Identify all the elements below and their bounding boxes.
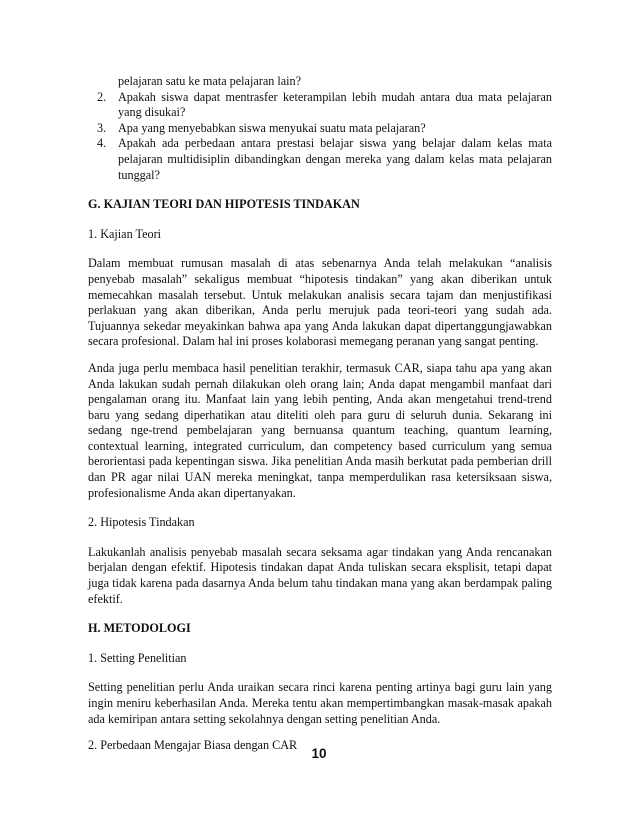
section-heading-g: G. KAJIAN TEORI DAN HIPOTESIS TINDAKAN [88, 197, 360, 212]
paragraph: Setting penelitian perlu Anda uraikan secara rinci karena penting artinya bagi guru lain yang ingin meniru keberhasilan Anda. Mereka tentu akan mempertimbangkan masak-masak apakah ada kemiripan antara setting sekolahnya dengan setting penelitian Anda. [88, 680, 552, 726]
subsection-title-setting: 1. Setting Penelitian [88, 650, 187, 665]
paragraph: Lakukanlah analisis penyebab masalah secara seksama agar tindakan yang Anda rencanakan berjalan dengan efektif. Hipotesis tindakan dapat Anda tuliskan secara eksplisit, tetapi dapat juga tidak karena pada dasarnya Anda belum tahu tindakan mana yang akan berdampak paling efektif. [88, 544, 552, 606]
section-heading-h: H. METODOLOGI [88, 621, 191, 636]
page-number: 10 [311, 746, 327, 761]
subsection-title-kajian-teori: 1. Kajian Teori [88, 226, 162, 241]
paragraph: Dalam membuat rumusan masalah di atas sebenarnya Anda telah melakukan “analisis penyebab masalah” sekaligus membuat “hipotesis tindakan” yang akan diberikan untuk memecahkan masalah tersebut. Untuk melakukan analisis secara tajam dan menjustifikasi perlakuan yang akan diberikan, Anda perlu merujuk pada teori-teori yang sudah ada. Tujuannya sekedar meyakinkan bahwa apa yang Anda lakukan dapat dipertanggungjawabkan secara profesional. Dalam hal ini proses kolaborasi memegang peranan yang sangat penting. [88, 256, 552, 349]
list-number: 4. [97, 136, 107, 151]
subsection-title-perbedaan: 2. Perbedaan Mengajar Biasa dengan CAR [88, 738, 298, 753]
list-item [88, 121, 552, 137]
list-item-continued: pelajaran satu ke mata pelajaran lain? [118, 74, 302, 88]
list-text: Apakah siswa dapat mentrasfer keterampilan lebih mudah antara dua mata pelajaran yang disukai? [118, 89, 552, 120]
subsection-title-hipotesis: 2. Hipotesis Tindakan [88, 515, 195, 530]
list-text: Apakah ada perbedaan antara prestasi belajar siswa yang belajar dalam kelas mata pelajaran multidisiplin dibandingkan dengan mereka yang dalam kelas mata pelajaran tunggal? [118, 136, 552, 182]
paragraph: Anda juga perlu membaca hasil penelitian terakhir, termasuk CAR, siapa tahu apa yang akan Anda lakukan sudah pernah dilakukan oleh orang lain; Anda dapat mengambil manfaat dari pengalaman orang itu. Manfaat lain yang lebih penting, Anda akan mengetahui trend-trend baru yang sedang diperhatikan atau diteliti oleh para guru di seluruh dunia. Sekarang ini sedang nge-trend pembelajaran yang bernuansa quantum teaching, quantum learning, contextual learning, integrated curriculum, dan competency based curriculum yang semua berorientasi pada kepentingan siswa. Jika penelitian Anda masih berkutat pada pemberian drill dan PR agar nilai UAN mereka meningkat, tanpa memperdulikan rasa ketersiksaan siswa, profesionalisme Anda akan dipertanyakan. [88, 360, 552, 500]
list-number: 3. [97, 120, 107, 135]
question-list [88, 90, 552, 184]
list-item [88, 136, 552, 183]
list-text: Apa yang menyebabkan siswa menyukai suatu mata pelajaran? [118, 120, 426, 135]
document-body [88, 74, 552, 754]
list-item [88, 90, 552, 121]
list-number: 2. [97, 89, 107, 104]
